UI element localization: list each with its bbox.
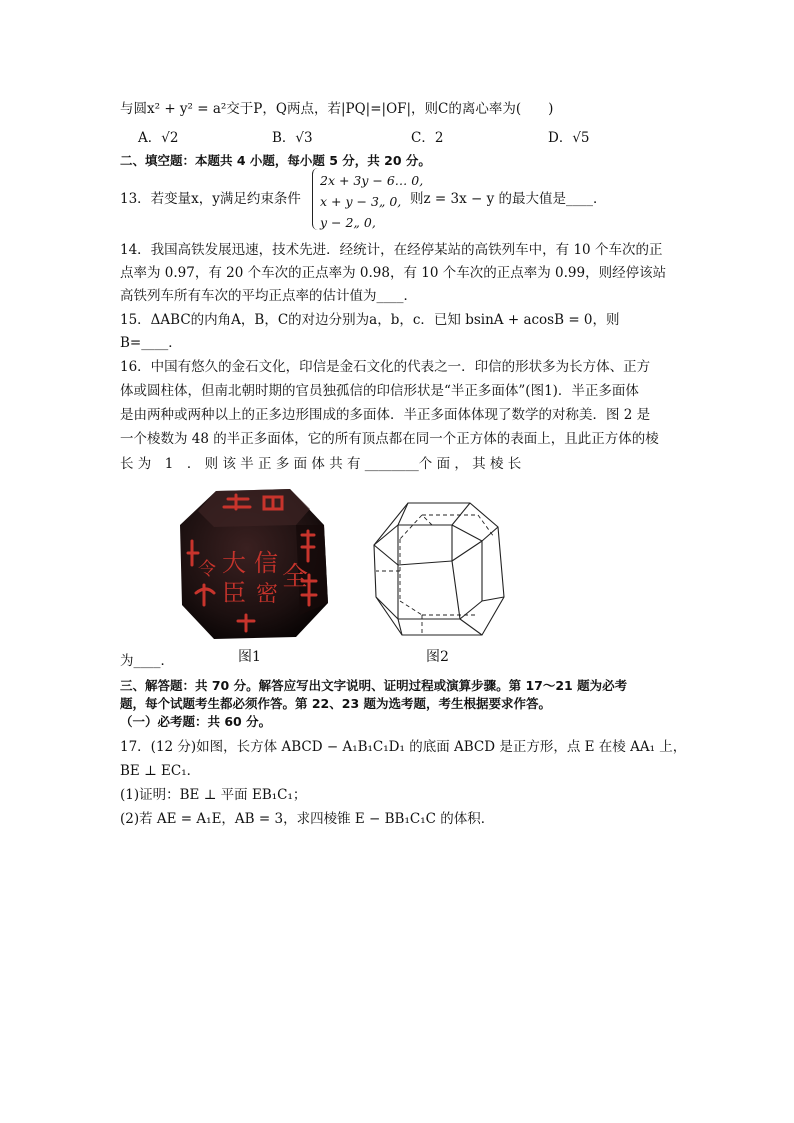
q12-option-b: B．√3 <box>272 130 313 146</box>
q12-option-a: A．√2 <box>138 130 179 146</box>
constraint-1: 2x + 3y − 6… 0, <box>320 173 424 188</box>
q17-part-1: (1)证明：BE ⊥ 平面 EB₁C₁； <box>120 787 307 803</box>
q17-line-1: 17．(12 分)如图，长方体 ABCD − A₁B₁C₁D₁ 的底面 ABCD 是正方形，点 E 在棱 AA₁ 上， <box>120 739 687 755</box>
figure-2-caption: 图2 <box>426 649 449 665</box>
q13-suffix: 则z = 3x − y 的最大值是____． <box>410 191 607 207</box>
q14-line-1: 14．我国高铁发展迅速，技术先进．经统计，在经停某站的高铁列车中，有 10 个车次的正 <box>120 242 663 258</box>
polyhedron-diagram <box>370 497 510 639</box>
q17-line-2: BE ⊥ EC₁． <box>120 763 201 779</box>
constraint-2: x + y − 3„ 0, <box>320 194 402 209</box>
q13-prefix: 13．若变量x，y满足约束条件 <box>120 191 301 207</box>
q16-line-1: 16．中国有悠久的金石文化，印信是金石文化的代表之一．印信的形状多为长方体、正方 <box>120 359 651 375</box>
seal-char-mi: 密 <box>256 582 279 607</box>
section-2-heading: 二、填空题：本题共 4 小题，每小题 5 分，共 20 分。 <box>120 153 431 168</box>
seal-char-ling: 令 <box>198 559 216 580</box>
constraint-brace <box>312 168 319 230</box>
seal-photo <box>178 485 330 643</box>
section-3-line-2: 题，每个试题考生都必须作答。第 22、23 题为选考题，考生根据要求作答。 <box>120 696 551 711</box>
q15-line-2: B=____． <box>120 335 182 351</box>
q17-part-2: (2)若 AE = A₁E，AB = 3，求四棱锥 E − BB₁C₁C 的体积． <box>120 811 495 827</box>
q14-line-2: 点率为 0.97，有 20 个车次的正点率为 0.98，有 10 个车次的正点率为 0.99，则经停该站 <box>120 265 667 281</box>
subsection-required: （一）必考题：共 60 分。 <box>120 714 272 729</box>
seal-char-quan: 全 <box>282 562 309 592</box>
q16-line-3: 是由两种或两种以上的正多边形围成的多面体．半正多面体体现了数学的对称美．图 2 是 <box>120 407 651 423</box>
q12-option-c: C．2 <box>411 130 444 146</box>
q16-line-4: 一个棱数为 48 的半正多面体，它的所有顶点都在同一个正方体的表面上，且此正方体的棱 <box>120 431 659 447</box>
seal-char-da: 大 <box>222 549 246 577</box>
q15-line-1: 15．ΔABC的内角A，B，C的对边分别为a，b，c．已知 bsinA + acosB = 0，则 <box>120 312 620 328</box>
q16-line-6: 为____． <box>120 653 174 669</box>
q12-line: 与圆x² + y² = a²交于P，Q两点，若|PQ|=|OF|，则C的离心率为( ) <box>120 101 554 117</box>
constraint-3: y − 2„ 0, <box>320 215 376 230</box>
seal-char-chen: 臣 <box>222 579 246 607</box>
q12-option-d: D．√5 <box>548 130 590 146</box>
seal-char-xin: 信 <box>254 549 278 577</box>
q16-line-2: 体或圆柱体，但南北朝时期的官员独孤信的印信形状是“半正多面体”(图1)．半正多面体 <box>120 383 639 399</box>
section-3-line-1: 三、解答题：共 70 分。解答应写出文字说明、证明过程或演算步骤。第 17～21 题为必考 <box>120 678 628 693</box>
figure-1-caption: 图1 <box>238 649 261 665</box>
q14-line-3: 高铁列车所有车次的平均正点率的估计值为____． <box>120 288 417 304</box>
q13-constraints <box>320 170 423 233</box>
q16-line-5: 长 为 1 ． 则 该 半 正 多 面 体 共 有 ________个 面 ， 其 棱 长 <box>120 456 522 472</box>
